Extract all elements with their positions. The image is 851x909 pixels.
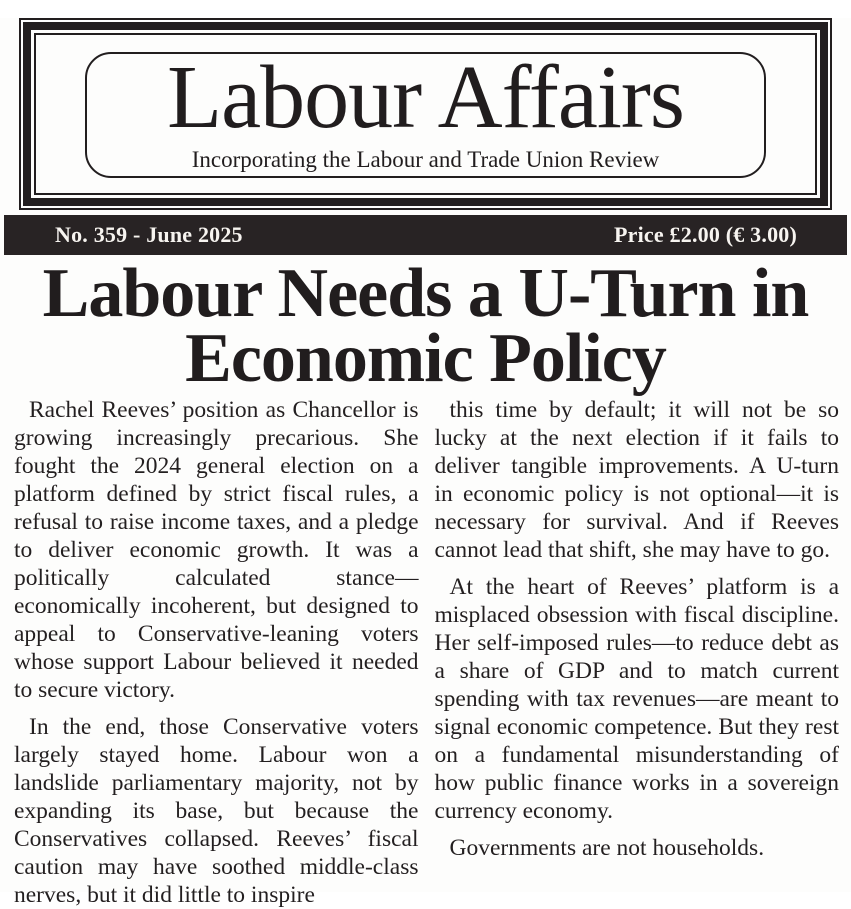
paragraph: this time by default; it will not be so lucky at the next election if it fails to deliver tangible improvements. A U-turn in economic policy is not optional—it is necessary for survival. And if Reeves cannot lead that shift, she may have to go. [434, 397, 839, 563]
paragraph: Governments are not households. [449, 835, 765, 861]
paragraph: In the end, those Conservative voters largely stayed home. Labour won a landslide parliamentary majority, not by expanding its base, but because the Conservatives collapsed. Reeves’ fiscal caution may have soothed middle-class nerves, but it did little to inspire [14, 714, 419, 908]
publication-subtitle: Incorporating the Labour and Trade Union Review [191, 146, 660, 172]
article-body [0, 391, 851, 909]
paragraph: At the heart of Reeves’ platform is a misplaced obsession with fiscal discipline. Her self-imposed rules—to reduce debt as a share of GDP and to match current spending with tax revenues—are meant to signal economic competence. But they rest on a fundamental misunderstanding of how public finance works in a sovereign currency economy. [434, 574, 839, 824]
article-headline [0, 255, 851, 397]
masthead-frame [19, 18, 832, 210]
masthead-frame-inner [34, 33, 817, 195]
issue-price: Price £2.00 (€ 3.00) [614, 222, 797, 247]
masthead-frame-mid [23, 22, 828, 206]
issue-number: No. 359 - June 2025 [55, 222, 243, 247]
headline-line-2: Economic Policy [185, 320, 666, 397]
article-column-left [14, 396, 419, 909]
headline-line-1: Labour Needs a U-Turn in [42, 255, 809, 332]
publication-title: Labour Affairs [167, 48, 684, 148]
issue-bar [4, 215, 847, 255]
article-column-right [435, 396, 840, 909]
paragraph: Rachel Reeves’ position as Chancellor is growing increasingly precarious. She fought the 2024 general election on a platform defined by strict fiscal rules, a refusal to raise income taxes, and a pledge to deliver economic growth. It was a politically calculated stance—economically incoherent, but designed to appeal to Conservative-leaning voters whose support Labour believed it needed to secure victory. [14, 397, 419, 703]
masthead-plate [85, 48, 766, 178]
